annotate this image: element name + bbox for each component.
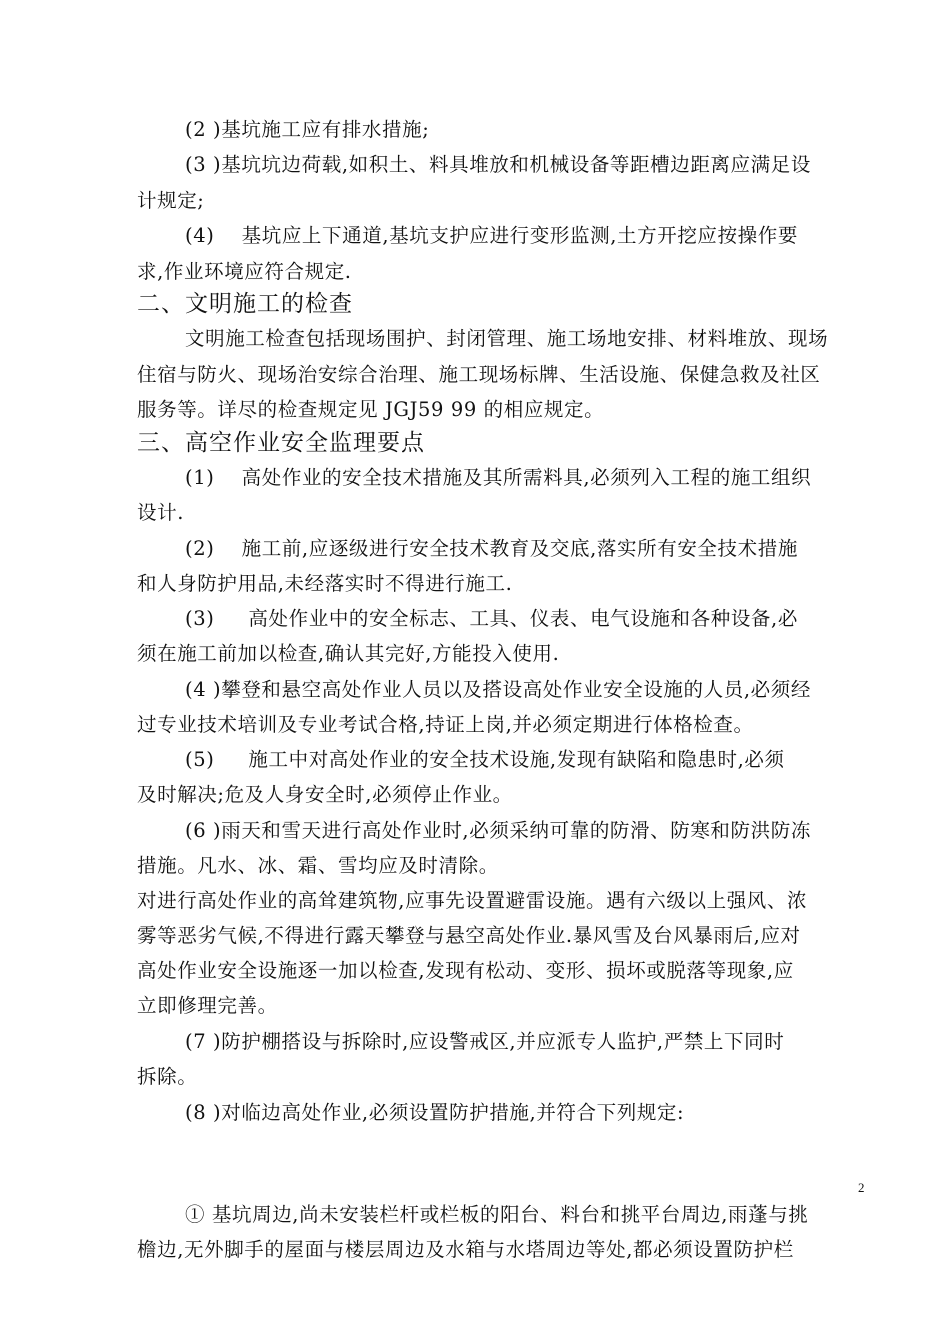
text-line: 服务等。详尽的检查规定见 JGJ59 99 的相应规定。 [137, 398, 605, 421]
text-line: 和人身防护用品,未经落实时不得进行施工. [137, 572, 513, 595]
text-line: 及时解决;危及人身安全时,必须停止作业。 [137, 783, 513, 806]
text-line: 过专业技术培训及专业考试合格,持证上岗,并必须定期进行体格检查。 [137, 713, 754, 736]
text-line: (2) 施工前,应逐级进行安全技术教育及交底,落实所有安全技术措施 [185, 537, 798, 560]
text-line: 檐边,无外脚手的屋面与楼层周边及水箱与水塔周边等处,都必须设置防护栏 [137, 1238, 794, 1261]
text-line: (3) 高处作业中的安全标志、工具、仪表、电气设施和各种设备,必 [185, 607, 798, 630]
text-line: 设计. [137, 501, 184, 524]
text-line: (3 )基坑坑边荷载,如积土、料具堆放和机械设备等距槽边距离应满足设 [185, 153, 811, 176]
text-line: (8 )对临边高处作业,必须设置防护措施,并符合下列规定: [185, 1101, 685, 1124]
text-line: 文明施工检查包括现场围护、封闭管理、施工场地安排、材料堆放、现场 [185, 327, 829, 350]
section-heading: 三、高空作业安全监理要点 [137, 430, 425, 456]
text-line: (5) 施工中对高处作业的安全技术设施,发现有缺陷和隐患时,必须 [185, 748, 785, 771]
text-line: 立即修理完善。 [137, 994, 278, 1017]
text-line: 计规定; [137, 189, 205, 212]
text-line: ① 基坑周边,尚未安装栏杆或栏板的阳台、料台和挑平台周边,雨蓬与挑 [185, 1203, 809, 1226]
text-line: 雾等恶劣气候,不得进行露天攀登与悬空高处作业.暴风雪及台风暴雨后,应对 [137, 924, 801, 947]
text-line: (6 )雨天和雪天进行高处作业时,必须采纳可靠的防滑、防寒和防洪防冻 [185, 819, 811, 842]
text-line: 对进行高处作业的高耸建筑物,应事先设置避雷设施。遇有六级以上强风、浓 [137, 889, 808, 912]
page-number: 2 [858, 1180, 865, 1195]
text-line: (4) 基坑应上下通道,基坑支护应进行变形监测,土方开挖应按操作要 [185, 224, 798, 247]
text-line: 拆除。 [137, 1065, 198, 1088]
text-line: (4 )攀登和悬空高处作业人员以及搭设高处作业安全设施的人员,必须经 [185, 678, 811, 701]
text-line: 措施。凡水、冰、霜、雪均应及时清除。 [137, 854, 499, 877]
text-line: 求,作业环境应符合规定. [137, 260, 352, 283]
text-line: (7 )防护棚搭设与拆除时,应设警戒区,并应派专人监护,严禁上下同时 [185, 1030, 785, 1053]
section-heading: 二、文明施工的检查 [137, 291, 353, 317]
text-line: 高处作业安全设施逐一加以检查,发现有松动、变形、损坏或脱落等现象,应 [137, 959, 794, 982]
text-line: 住宿与防火、现场治安综合治理、施工现场标牌、生活设施、保健急救及社区 [137, 363, 821, 386]
text-line: (1) 高处作业的安全技术措施及其所需料具,必须列入工程的施工组织 [185, 466, 812, 489]
text-line: (2 )基坑施工应有排水措施; [185, 118, 430, 141]
text-line: 须在施工前加以检查,确认其完好,方能投入使用. [137, 642, 560, 665]
